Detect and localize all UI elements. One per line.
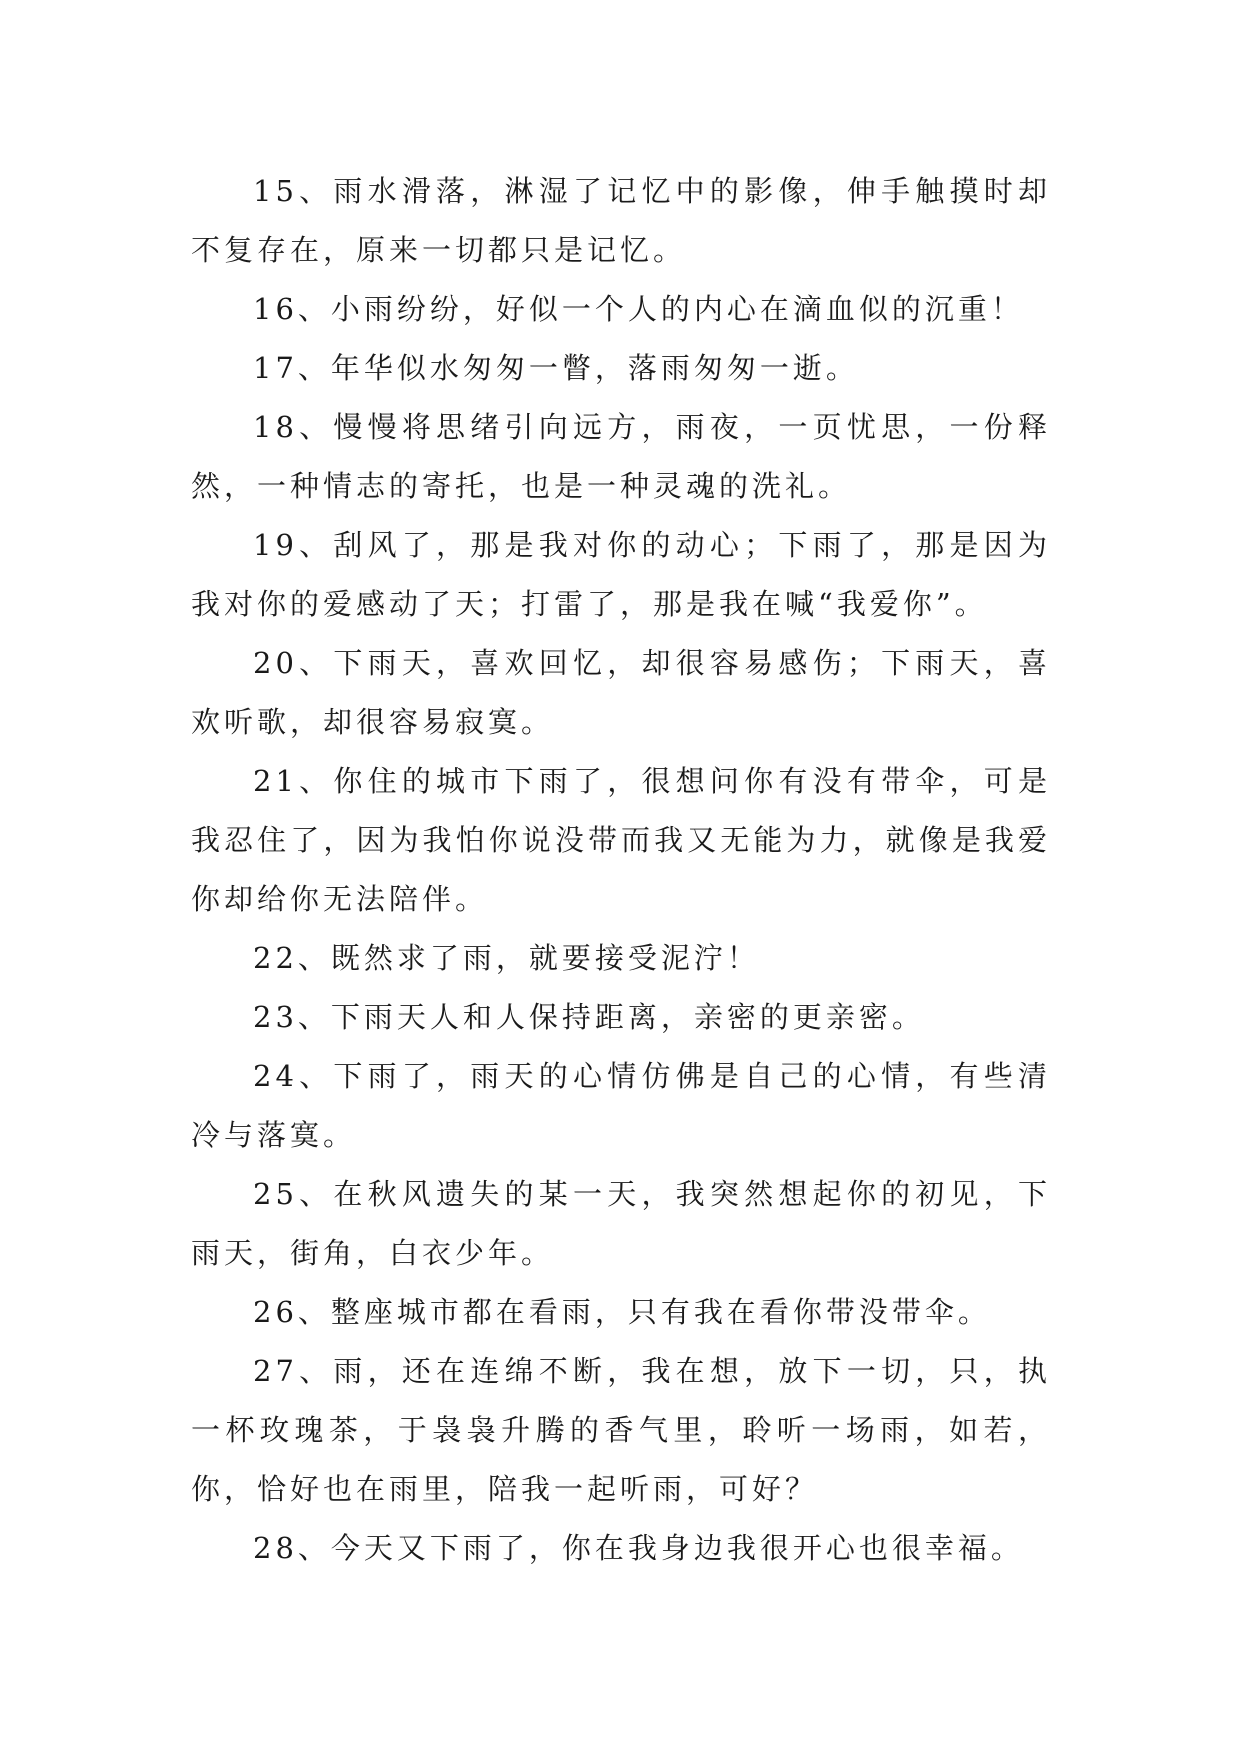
paragraph-15: 15、雨水滑落，淋湿了记忆中的影像，伸手触摸时却不复存在，原来一切都只是记忆。 — [191, 174, 1051, 267]
paragraph-18: 18、慢慢将思绪引向远方，雨夜，一页忧思，一份释然，一种情志的寄托，也是一种灵魂的洗礼。 — [191, 410, 1051, 503]
paragraph-21: 21、你住的城市下雨了，很想问你有没有带伞，可是我忍住了，因为我怕你说没带而我又无能为力，就像是我爱你却给你无法陪伴。 — [191, 764, 1051, 916]
paragraph-22: 22、既然求了雨，就要接受泥泞！ — [253, 941, 760, 975]
paragraph-23: 23、下雨天人和人保持距离，亲密的更亲密。 — [253, 1000, 925, 1034]
paragraph-19: 19、刮风了，那是我对你的动心；下雨了，那是因为我对你的爱感动了天；打雷了，那是我在喊“我爱你”。 — [191, 528, 1051, 621]
document-body — [191, 162, 1051, 1578]
paragraph-17: 17、年华似水匆匆一瞥，落雨匆匆一逝。 — [253, 351, 859, 385]
paragraph-16: 16、小雨纷纷，好似一个人的内心在滴血似的沉重！ — [253, 292, 1024, 326]
paragraph-28: 28、今天又下雨了，你在我身边我很开心也很幸福。 — [253, 1531, 1024, 1565]
paragraph-25: 25、在秋风遗失的某一天，我突然想起你的初见，下雨天，街角，白衣少年。 — [191, 1177, 1051, 1270]
paragraph-26: 26、整座城市都在看雨，只有我在看你带没带伞。 — [253, 1295, 991, 1329]
paragraph-20: 20、下雨天，喜欢回忆，却很容易感伤；下雨天，喜欢听歌，却很容易寂寞。 — [191, 646, 1051, 739]
paragraph-24: 24、下雨了，雨天的心情仿佛是自己的心情，有些清冷与落寞。 — [191, 1059, 1051, 1152]
paragraph-27: 27、雨，还在连绵不断，我在想，放下一切，只，执一杯玫瑰茶，于袅袅升腾的香气里，聆听一场雨，如若，你，恰好也在雨里，陪我一起听雨，可好？ — [191, 1354, 1051, 1506]
